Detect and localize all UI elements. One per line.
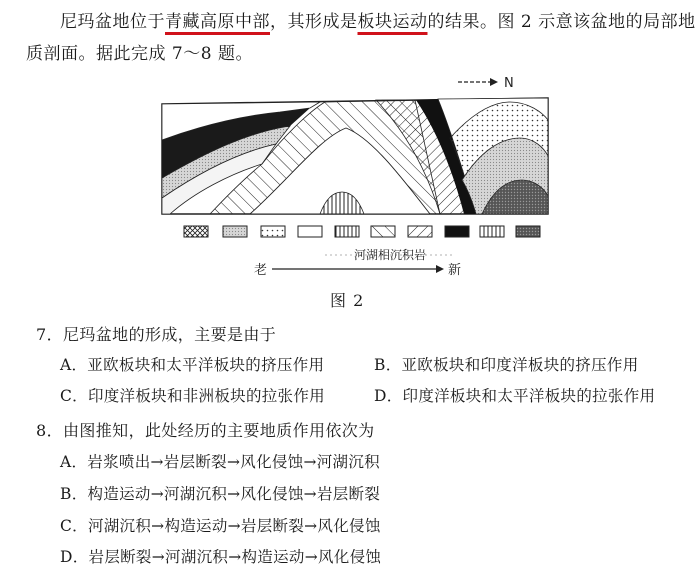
new-label: 新 [448,263,462,278]
intro-line-2: 质剖面。据此完成 7～8 题。 [26,44,253,64]
legend [184,226,540,278]
q8-option-d: D．岩层断裂→河湖沉积→构造运动→风化侵蚀 [60,548,382,566]
q7-option-b: B．亚欧板块和印度洋板块的挤压作用 [374,356,639,374]
question-7-stem: 7．尼玛盆地的形成，主要是由于 [36,325,277,344]
legend-swatch-8 [445,226,469,237]
legend-swatch-4 [298,226,322,237]
underlined-phrase-plateau: 青藏高原中部 [165,12,270,32]
q8-option-a: A．岩浆喷出→岩层断裂→风化侵蚀→河湖沉积 [60,453,380,471]
legend-swatch-3 [261,226,285,237]
legend-swatch-1 [184,226,208,237]
underlined-phrase-plate-movement: 板块运动 [357,12,428,32]
legend-title: 河湖相沉积岩 [353,248,427,262]
intro-text-2: ，其形成是 [270,12,358,32]
profile-diagram [150,68,570,318]
intro-text-3: 的结果。图 2 示意该盆地的局部地 [427,12,696,32]
q8-option-b: B．构造运动→河湖沉积→风化侵蚀→岩层断裂 [60,485,381,503]
legend-swatch-10 [516,226,540,237]
intro-text-1: 尼玛盆地位于 [60,12,165,32]
intro-text [26,6,696,70]
north-label: N [504,76,514,91]
legend-swatch-2 [223,226,247,237]
figure-caption: 图 2 [330,291,365,310]
q7-option-d: D．印度洋板块和太平洋板块的拉张作用 [374,387,656,405]
intro-line-1 [26,6,696,38]
legend-swatch-9 [480,226,504,237]
q7-option-a: A．亚欧板块和太平洋板块的挤压作用 [60,356,325,374]
profile-cross-section [162,98,548,214]
q7-option-c: C．印度洋板块和非洲板块的拉张作用 [60,387,325,405]
legend-swatch-6 [371,226,395,237]
legend-swatch-5 [335,226,359,237]
q8-option-c: C．河湖沉积→构造运动→岩层断裂→风化侵蚀 [60,517,381,535]
legend-swatch-7 [408,226,432,237]
old-label: 老 [254,263,268,278]
north-arrow [458,76,514,91]
geologic-profile-figure [150,68,570,318]
question-8-stem: 8．由图推知，此处经历的主要地质作用依次为 [36,421,375,440]
